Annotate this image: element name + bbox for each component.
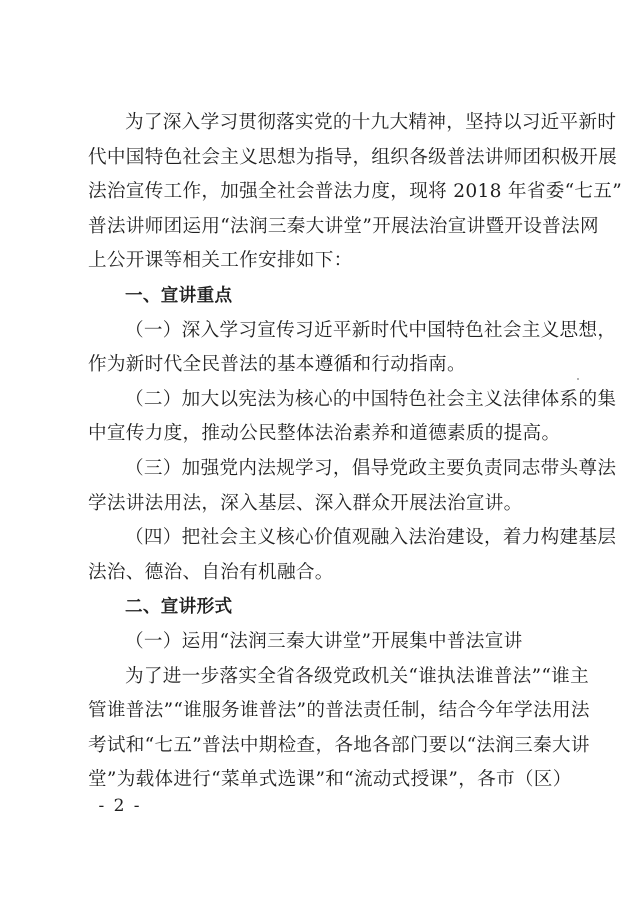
item-1-line-2: 作为新时代全民普法的基本遵循和行动指南。 [88, 354, 466, 376]
subsection-heading-1: （一）运用“法润三秦大讲堂”开展集中普法宣讲 [125, 630, 523, 652]
scan-speck [577, 378, 579, 380]
item-3-line-2: 学法讲法用法，深入基层、深入群众开展法治宣讲。 [88, 492, 523, 514]
item-4-line-2: 法治、德治、自治有机融合。 [88, 561, 334, 583]
page-number: - 2 - [98, 796, 142, 816]
item-3-line-1: （三）加强党内法规学习，倡导党政主要负责同志带头尊法 [125, 457, 617, 479]
paragraph-form-line-1: 为了进一步落实全省各级党政机关“谁执法谁普法”“谁主 [125, 665, 589, 687]
paragraph-form-line-2: 管谁普法”“谁服务谁普法”的普法责任制，结合今年学法用法 [88, 700, 590, 722]
paragraph-form-line-3: 考试和“七五”普法中期检查，各地各部门要以“法润三秦大讲 [88, 734, 590, 756]
paragraph-intro-line-3: 法治宣传工作，加强全社会普法力度，现将 2018 年省委“七五” [88, 181, 623, 203]
section-heading-1: 一、宣讲重点 [125, 285, 233, 306]
paragraph-intro-line-5: 上公开课等相关工作安排如下： [88, 250, 353, 272]
paragraph-form-line-4: 堂”为载体进行“菜单式选课”和“流动式授课”，各市（区） [88, 769, 572, 791]
paragraph-intro-line-4: 普法讲师团运用“法润三秦大讲堂”开展法治宣讲暨开设普法网 [88, 215, 599, 237]
document-body [88, 106, 623, 798]
paragraph-intro-line-1: 为了深入学习贯彻落实党的十九大精神，坚持以习近平新时 [125, 112, 617, 133]
item-4-line-1: （四）把社会主义核心价值观融入法治建设，着力构建基层 [125, 527, 617, 549]
item-2-line-1: （二）加大以宪法为核心的中国特色社会主义法律体系的集 [125, 388, 617, 410]
item-2-line-2: 中宣传力度，推动公民整体法治素养和道德素质的提高。 [88, 423, 561, 445]
paragraph-intro-line-2: 代中国特色社会主义思想为指导，组织各级普法讲师团积极开展 [88, 146, 618, 168]
item-1-line-1: （一）深入学习宣传习近平新时代中国特色社会主义思想， [125, 319, 617, 341]
section-heading-2: 二、宣讲形式 [125, 597, 233, 618]
